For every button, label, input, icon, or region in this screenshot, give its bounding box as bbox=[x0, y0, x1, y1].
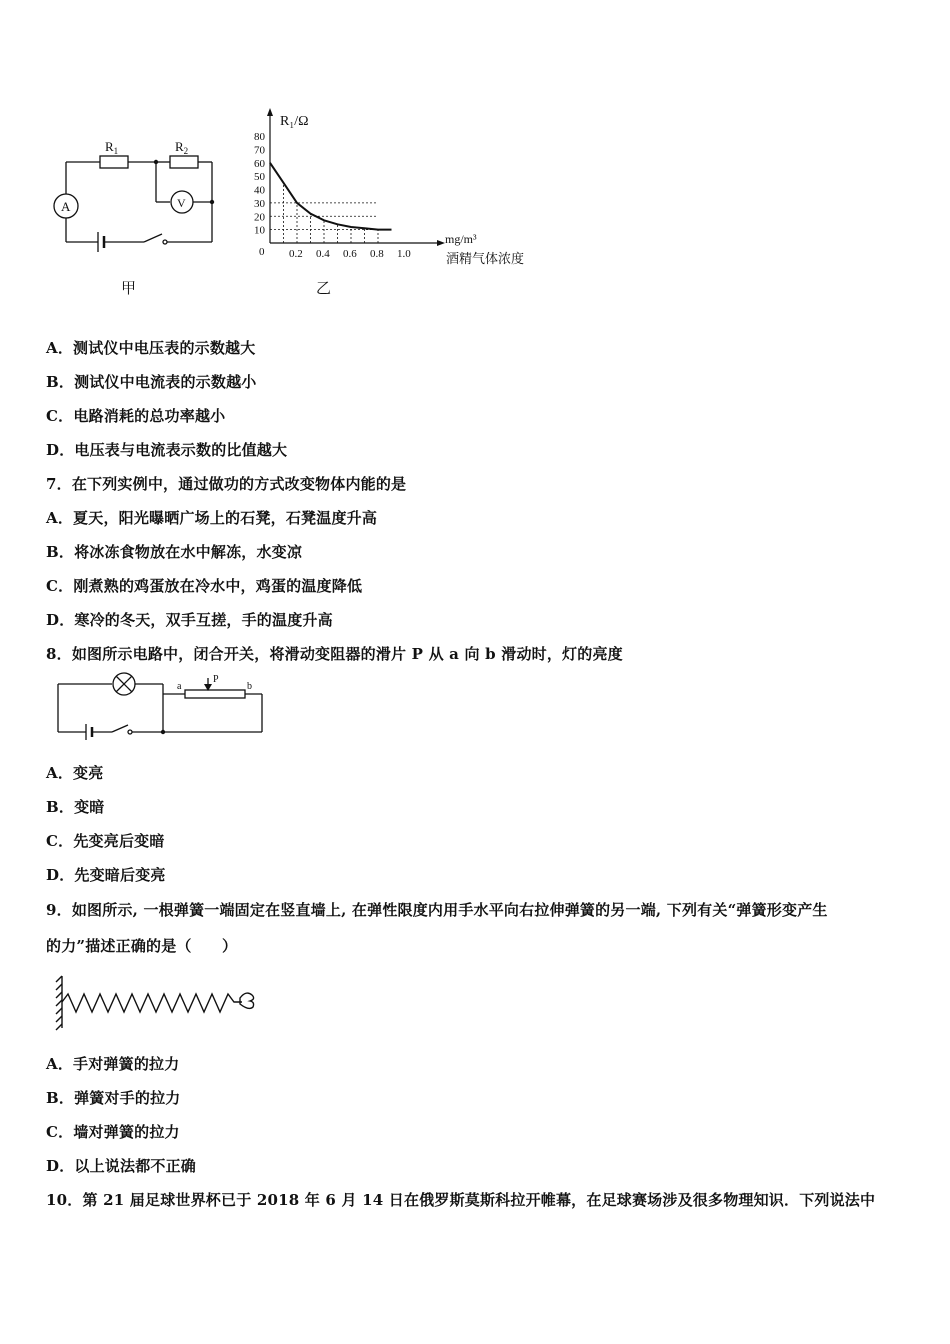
q6-option-c: C．电路消耗的总功率越小 bbox=[46, 407, 226, 425]
q7-option-b: B．将冰冻食物放在水中解冻，水变凉 bbox=[46, 543, 303, 561]
q8-option-b: B．变暗 bbox=[46, 798, 105, 816]
y-tick-label: 30 bbox=[254, 197, 265, 210]
y-tick-label: 50 bbox=[254, 171, 265, 184]
q8-option-c: C．先变亮后变暗 bbox=[46, 832, 165, 850]
r2-subscript: 2 bbox=[183, 146, 189, 156]
q8-stem: 8．如图所示电路中，闭合开关，将滑动变阻器的滑片 P 从 a 向 b 滑动时，灯的亮度 bbox=[46, 645, 623, 663]
q9-stem-line2: 的力”描述正确的是（ ） bbox=[46, 937, 238, 955]
ammeter-symbol: A bbox=[61, 199, 71, 214]
q8-option-d: D．先变暗后变亮 bbox=[46, 866, 166, 884]
q6-option-a: A．测试仪中电压表的示数越大 bbox=[46, 339, 256, 357]
q9-stem-line1: 9．如图所示, 一根弹簧一端固定在竖直墙上, 在弹性限度内用手水平向右拉伸弹簧的另一端, 下列有关“弹簧形变产生 bbox=[46, 901, 828, 919]
y-axis-label: R₁/Ω bbox=[280, 114, 309, 129]
voltmeter-symbol: V bbox=[177, 196, 186, 210]
y-tick-label: 70 bbox=[254, 144, 265, 157]
y-tick-label: 20 bbox=[254, 211, 265, 224]
resistance-chart bbox=[245, 105, 545, 270]
r2-label: R bbox=[175, 139, 184, 154]
y-tick-label: 80 bbox=[254, 131, 265, 143]
q7-option-a: A．夏天，阳光曝晒广场上的石凳，石凳温度升高 bbox=[46, 509, 378, 527]
q8-option-a: A．变亮 bbox=[46, 764, 104, 782]
x-tick-label: 0.2 bbox=[289, 248, 303, 260]
q9-option-a: A．手对弹簧的拉力 bbox=[46, 1055, 180, 1073]
x-tick-label: 1.0 bbox=[397, 248, 411, 260]
q10-stem: 10．第 21 届足球世界杯已于 2018 年 6 月 14 日在俄罗斯莫斯科拉开帷幕，在足球赛场涉及很多物理知识．下列说法中 bbox=[46, 1191, 876, 1209]
y-tick-label: 60 bbox=[254, 157, 265, 170]
figure-caption-yi: 乙 bbox=[316, 279, 332, 297]
r1-label: R bbox=[105, 139, 114, 154]
x-axis-unit: mg/m³ bbox=[445, 232, 477, 246]
point-a-label: a bbox=[177, 681, 182, 692]
origin-label: 0 bbox=[259, 246, 265, 258]
x-tick-label: 0.8 bbox=[370, 248, 384, 260]
y-tick-label: 40 bbox=[254, 184, 265, 197]
circuit-diagram-q8 bbox=[50, 672, 270, 747]
r1-curve bbox=[270, 163, 392, 230]
x-tick-label: 0.4 bbox=[316, 248, 330, 260]
r1-subscript: 1 bbox=[113, 146, 119, 156]
x-tick-label: 0.6 bbox=[343, 248, 357, 260]
svg-text:R2 bbox=[175, 139, 188, 156]
q7-stem: 7．在下列实例中，通过做功的方式改变物体内能的是 bbox=[46, 475, 407, 493]
point-p-label: P bbox=[213, 674, 219, 685]
q9-option-b: B．弹簧对手的拉力 bbox=[46, 1089, 181, 1107]
x-axis-label: 酒精气体浓度 bbox=[446, 251, 525, 266]
q9-option-d: D．以上说法都不正确 bbox=[46, 1157, 197, 1175]
figure-caption-jia: 甲 bbox=[121, 279, 137, 297]
q6-option-b: B．测试仪中电流表的示数越小 bbox=[46, 373, 257, 391]
q7-option-c: C．刚煮熟的鸡蛋放在冷水中，鸡蛋的温度降低 bbox=[46, 577, 363, 595]
spring-diagram bbox=[52, 970, 267, 1035]
y-tick-label: 10 bbox=[254, 224, 265, 237]
q7-option-d: D．寒冷的冬天，双手互搓，手的温度升高 bbox=[46, 611, 333, 629]
point-b-label: b bbox=[247, 681, 252, 692]
circuit-diagram-jia bbox=[40, 130, 230, 260]
q9-option-c: C．墙对弹簧的拉力 bbox=[46, 1123, 180, 1141]
q6-option-d: D．电压表与电流表示数的比值越大 bbox=[46, 441, 288, 459]
svg-text:R1 bbox=[105, 139, 118, 156]
